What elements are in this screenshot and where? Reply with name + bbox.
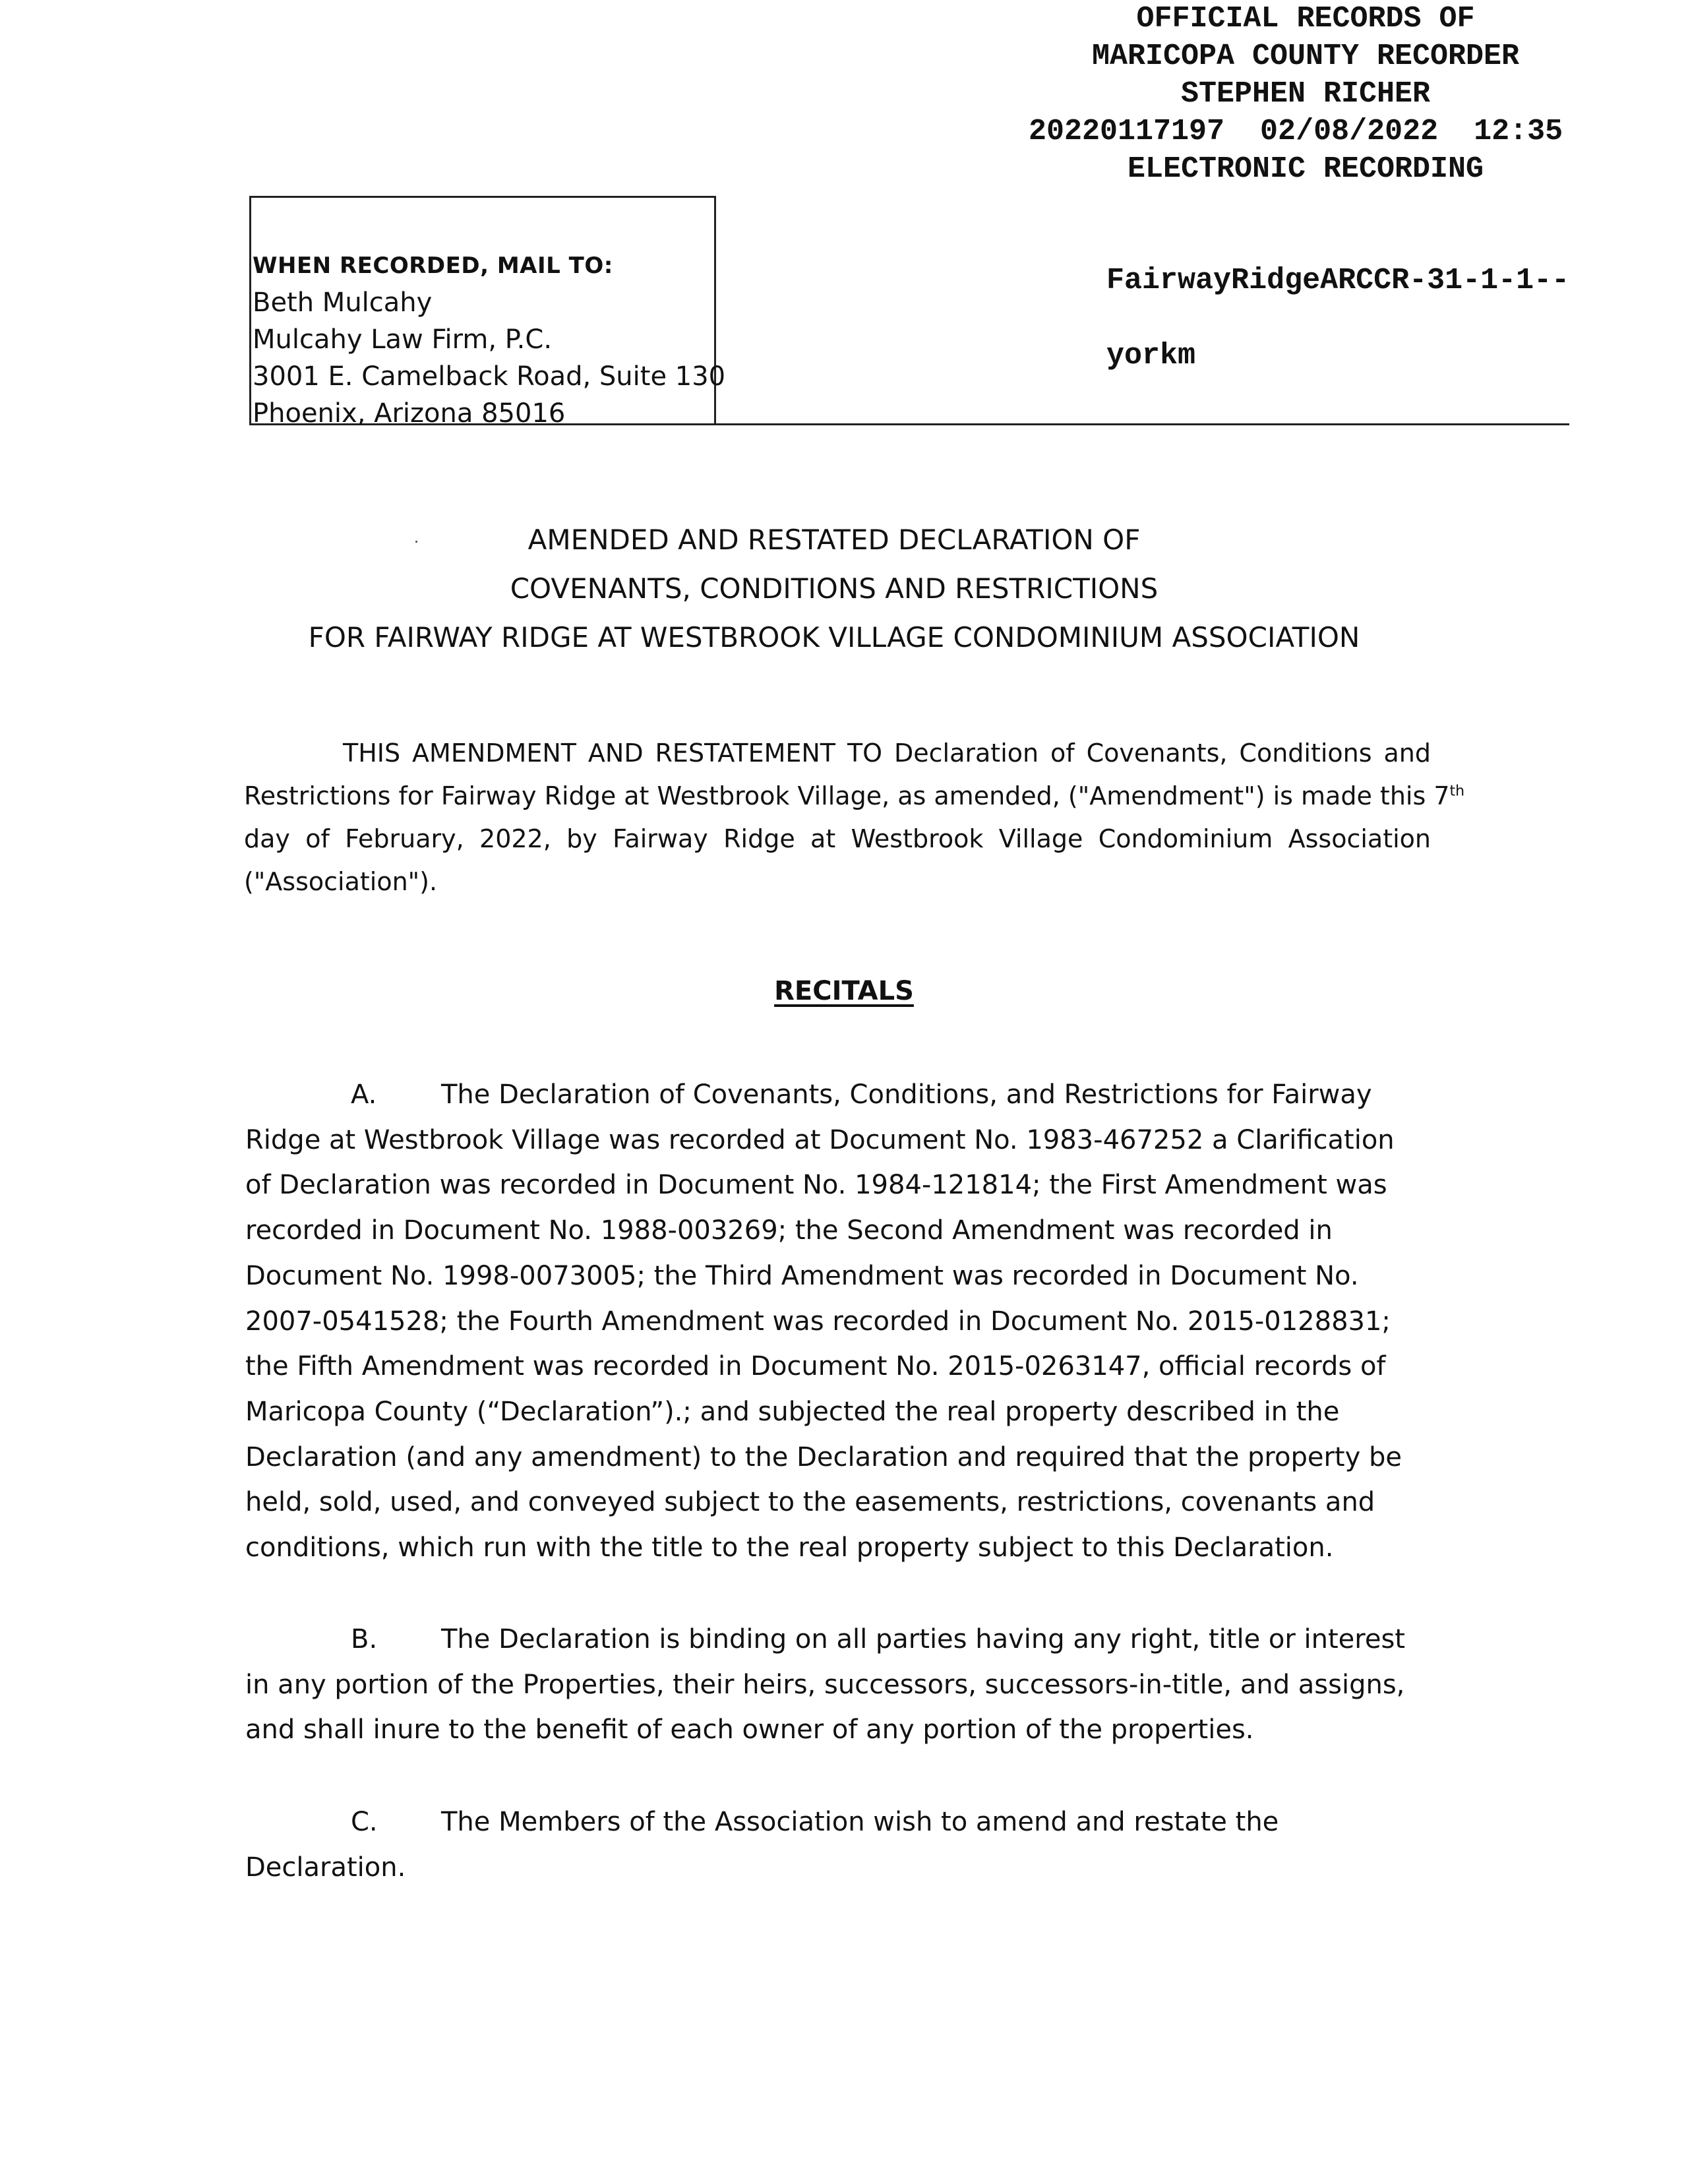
recital-a-line: recorded in Document No. 1988-003269; the Second Amendment was recorded in (245, 1215, 1333, 1246)
intro-line-4: ("Association"). (244, 867, 438, 896)
recital-a-line: conditions, which run with the title to the real property subject to this Declaration. (245, 1532, 1334, 1563)
recital-b-line (245, 1617, 1452, 1662)
stamp-line-electronic-recording: ELECTRONIC RECORDING (1127, 152, 1484, 186)
stamp-line-recorder-name: STEPHEN RICHER (1180, 77, 1431, 111)
recital-a-marker: A. (351, 1079, 377, 1110)
header-divider-line (716, 423, 1569, 425)
recital-a-line: 2007-0541528; the Fourth Amendment was recorded in Document No. 2015-0128831; (245, 1306, 1391, 1337)
document-reference-line2: yorkm (1106, 339, 1196, 373)
recital-c (245, 1800, 1452, 1890)
recital-c-line: Declaration. (245, 1852, 406, 1883)
recital-a-line: Ridge at Westbrook Village was recorded at Document No. 1983-467252 a Clarification (245, 1124, 1395, 1155)
mail-to-street: 3001 E. Camelback Road, Suite 130 (253, 361, 726, 392)
intro-paragraph (244, 732, 1465, 903)
recital-b-marker: B. (351, 1624, 378, 1654)
recital-a-line: the Fifth Amendment was recorded in Document No. 2015-0263147, official records of (245, 1351, 1386, 1382)
stamp-line-recording-number-date: 20220117197 02/08/2022 12:35 (1029, 115, 1563, 148)
recital-c-line (245, 1800, 1452, 1845)
recital-a-line: of Declaration was recorded in Document No. 1984-121814; the First Amendment was (245, 1170, 1387, 1201)
mail-to-firm: Mulcahy Law Firm, P.C. (253, 324, 553, 355)
recital-a-line: held, sold, used, and conveyed subject to the easements, restrictions, covenants and (245, 1487, 1375, 1518)
recitals-heading: RECITALS (774, 976, 914, 1006)
mail-to-city: Phoenix, Arizona 85016 (253, 398, 566, 429)
intro-line-2 (244, 775, 1465, 818)
document-title (198, 516, 1470, 662)
intro-ordinal-suffix: th (1449, 783, 1465, 800)
recorder-stamp (1029, 0, 1675, 188)
stamp-line-official-records: OFFICIAL RECORDS OF (1136, 2, 1475, 36)
recital-c-text: The Members of the Association wish to amend and restate the (441, 1807, 1279, 1837)
recital-b (245, 1617, 1452, 1753)
title-line-1: AMENDED AND RESTATED DECLARATION OF (528, 524, 1141, 556)
intro-line-3: day of February, 2022, by Fairway Ridge at Westbrook Village Condominium Association (244, 824, 1431, 853)
recital-b-line: and shall inure to the benefit of each owner of any portion of the properties. (245, 1714, 1254, 1745)
recital-a-line: Declaration (and any amendment) to the Declaration and required that the property be (245, 1441, 1402, 1472)
mail-to-address (253, 247, 727, 432)
mail-to-heading: WHEN RECORDED, MAIL TO: (253, 253, 613, 279)
intro-line-1: THIS AMENDMENT AND RESTATEMENT TO Declaration of Covenants, Conditions and (343, 739, 1431, 768)
recital-c-marker: C. (351, 1807, 378, 1837)
stamp-line-county-recorder: MARICOPA COUNTY RECORDER (1091, 40, 1520, 73)
recital-a-line (245, 1072, 1452, 1118)
title-line-2: COVENANTS, CONDITIONS AND RESTRICTIONS (510, 572, 1159, 605)
recital-b-line: in any portion of the Properties, their heirs, successors, successors-in-title, and assigns, (245, 1669, 1405, 1700)
recital-a-line: Maricopa County (“Declaration”).; and subjected the real property described in the (245, 1396, 1340, 1427)
recital-a-line: Document No. 1998-0073005; the Third Amendment was recorded in Document No. (245, 1260, 1359, 1291)
recital-a-text: The Declaration of Covenants, Conditions, and Restrictions for Fairway (441, 1079, 1372, 1110)
document-reference (1035, 224, 1615, 412)
intro-line-2-text: Restrictions for Fairway Ridge at Westbrook Village, as amended, ("Amendment") is made this 7 (244, 781, 1450, 810)
recital-b-text: The Declaration is binding on all parties having any right, title or interest (441, 1624, 1405, 1654)
recital-a (245, 1072, 1452, 1571)
mail-to-name: Beth Mulcahy (253, 288, 433, 318)
document-reference-line1: FairwayRidgeARCCR-31-1-1-- (1106, 264, 1570, 297)
title-line-3: FOR FAIRWAY RIDGE AT WESTBROOK VILLAGE CONDOMINIUM ASSOCIATION (308, 621, 1360, 653)
